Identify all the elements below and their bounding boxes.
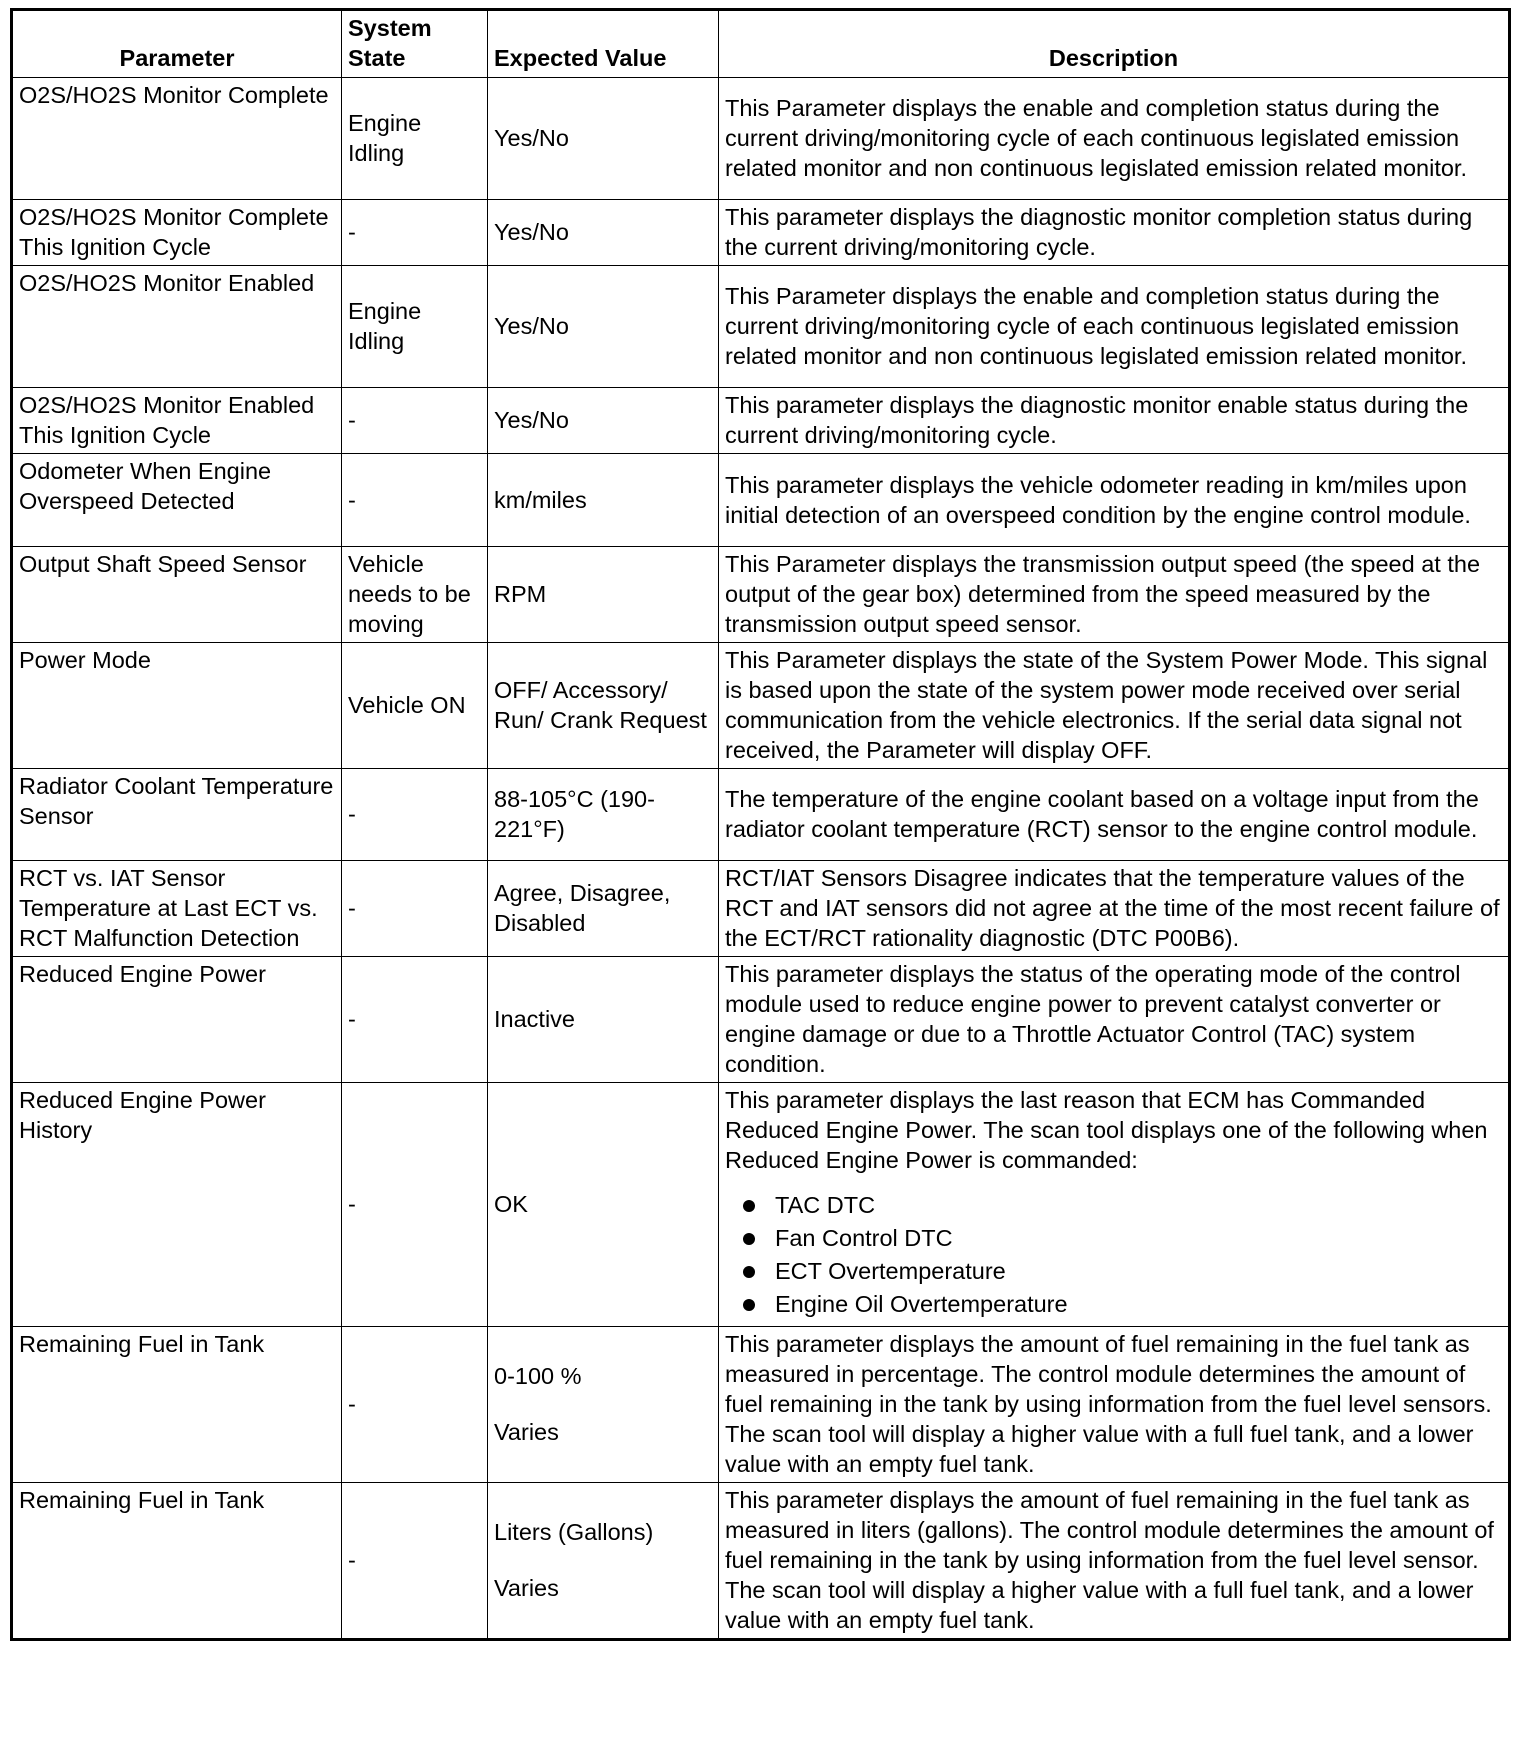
system-state-cell: - bbox=[342, 1483, 488, 1640]
expected-value-text: Yes/No bbox=[494, 219, 569, 245]
expected-value-text: Agree, Disagree, Disabled bbox=[494, 880, 671, 936]
expected-value-cell bbox=[488, 200, 719, 266]
header-row bbox=[12, 10, 1510, 78]
description-cell bbox=[719, 1483, 1510, 1640]
expected-value-text: Yes/No bbox=[494, 125, 569, 151]
header-description: Description bbox=[719, 10, 1510, 78]
expected-value-cell bbox=[488, 388, 719, 454]
bullet-dot-icon bbox=[743, 1299, 755, 1311]
description-cell bbox=[719, 769, 1510, 861]
description-cell bbox=[719, 1327, 1510, 1483]
description-text: This parameter displays the amount of fuel remaining in the fuel tank as measured in percentage. The control module determines the amount of fuel remaining in the tank by using information from the fuel level sensors. The scan tool will display a higher value with a full fuel tank, and a lower value with an empty fuel tank. bbox=[725, 1331, 1492, 1477]
bullet-text: ECT Overtemperature bbox=[775, 1258, 1006, 1284]
expected-value-text: 88-105°C (190-221°F) bbox=[494, 786, 655, 842]
description-cell bbox=[719, 1083, 1510, 1327]
expected-value-text: RPM bbox=[494, 581, 547, 607]
bullet-text: Fan Control DTC bbox=[775, 1225, 953, 1251]
description-text: This parameter displays the amount of fuel remaining in the fuel tank as measured in liters (gallons). The control module determines the amount of fuel remaining in the tank by using information from the fuel level sensor. The scan tool will display a higher value with a full fuel tank, and a lower value with an empty fuel tank. bbox=[725, 1487, 1494, 1633]
system-state-cell: Vehicle ON bbox=[342, 643, 488, 769]
bullet-dot-icon bbox=[743, 1200, 755, 1212]
expected-value-text: Varies bbox=[494, 1419, 559, 1445]
header-system-state: System State bbox=[342, 10, 488, 78]
table-row bbox=[12, 643, 1510, 769]
description-bullet-item bbox=[725, 1255, 1502, 1288]
description-cell bbox=[719, 388, 1510, 454]
description-bullet-item bbox=[725, 1288, 1502, 1321]
expected-value-text: 0-100 % bbox=[494, 1363, 582, 1389]
description-cell bbox=[719, 200, 1510, 266]
expected-value-text: OFF/ Accessory/ Run/ Crank Request bbox=[494, 677, 707, 733]
table-row bbox=[12, 1327, 1510, 1483]
header-expected-value: Expected Value bbox=[488, 10, 719, 78]
expected-value-text: Liters (Gallons) bbox=[494, 1519, 654, 1545]
bullet-text: TAC DTC bbox=[775, 1192, 876, 1218]
expected-value-cell bbox=[488, 861, 719, 957]
table-row bbox=[12, 1483, 1510, 1640]
parameter-cell: O2S/HO2S Monitor Enabled This Ignition Cycle bbox=[12, 388, 342, 454]
parameter-cell: Radiator Coolant Temperature Sensor bbox=[12, 769, 342, 861]
description-text: This Parameter displays the transmission output speed (the speed at the output of the gear box) determined from the speed measured by the transmission output speed sensor. bbox=[725, 551, 1481, 637]
table-row bbox=[12, 769, 1510, 861]
table-row bbox=[12, 78, 1510, 200]
expected-value-cell bbox=[488, 643, 719, 769]
table-body bbox=[12, 78, 1510, 1640]
expected-value-cell bbox=[488, 769, 719, 861]
description-bullet-item bbox=[725, 1189, 1502, 1222]
parameter-cell: O2S/HO2S Monitor Complete bbox=[12, 78, 342, 200]
expected-value-text: km/miles bbox=[494, 486, 587, 513]
parameter-cell: RCT vs. IAT Sensor Temperature at Last ECT vs. RCT Malfunction Detection bbox=[12, 861, 342, 957]
description-bullet-item bbox=[725, 1222, 1502, 1255]
parameter-cell: Power Mode bbox=[12, 643, 342, 769]
description-text: RCT/IAT Sensors Disagree indicates that the temperature values of the RCT and IAT sensors did not agree at the time of the most recent failure of the ECT/RCT rationality diagnostic (DTC P00B6). bbox=[725, 865, 1500, 951]
description-cell bbox=[719, 266, 1510, 388]
system-state-cell: - bbox=[342, 957, 488, 1083]
description-text: This parameter displays the status of the operating mode of the control module used to reduce engine power to prevent catalyst converter or engine damage or due to a Throttle Actuator Control (TAC) system condition. bbox=[725, 961, 1461, 1077]
table-row bbox=[12, 388, 1510, 454]
expected-value-spacer bbox=[494, 1547, 712, 1573]
table-row bbox=[12, 957, 1510, 1083]
parameter-cell: O2S/HO2S Monitor Complete This Ignition Cycle bbox=[12, 200, 342, 266]
parameter-cell: Reduced Engine Power bbox=[12, 957, 342, 1083]
expected-value-cell bbox=[488, 547, 719, 643]
parameter-table bbox=[10, 8, 1511, 1641]
expected-value-text: Varies bbox=[494, 1575, 559, 1601]
description-bullet-list bbox=[725, 1189, 1502, 1321]
expected-value-text: Yes/No bbox=[494, 313, 569, 339]
header-parameter: Parameter bbox=[12, 10, 342, 78]
system-state-cell: - bbox=[342, 861, 488, 957]
description-text: The temperature of the engine coolant based on a voltage input from the radiator coolant temperature (RCT) sensor to the engine control module. bbox=[725, 786, 1479, 842]
expected-value-cell bbox=[488, 1083, 719, 1327]
system-state-cell: Engine Idling bbox=[342, 78, 488, 200]
system-state-cell: - bbox=[342, 388, 488, 454]
expected-value-cell bbox=[488, 1327, 719, 1483]
description-cell bbox=[719, 454, 1510, 547]
expected-value-cell bbox=[488, 957, 719, 1083]
expected-value-cell bbox=[488, 1483, 719, 1640]
description-text: This parameter displays the vehicle odometer reading in km/miles upon initial detection of an overspeed condition by the engine control module. bbox=[725, 471, 1471, 528]
description-text: This Parameter displays the state of the System Power Mode. This signal is based upon the state of the system power mode received over serial communication from the vehicle electronics. If the serial data signal not received, the Parameter will display OFF. bbox=[725, 647, 1488, 763]
expected-value-cell bbox=[488, 266, 719, 388]
description-cell bbox=[719, 861, 1510, 957]
expected-value-spacer bbox=[494, 1391, 712, 1417]
bullet-dot-icon bbox=[743, 1266, 755, 1278]
system-state-cell: - bbox=[342, 454, 488, 547]
description-cell bbox=[719, 78, 1510, 200]
table-row bbox=[12, 454, 1510, 547]
expected-value-text: Yes/No bbox=[494, 407, 569, 433]
system-state-cell: Vehicle needs to be moving bbox=[342, 547, 488, 643]
expected-value-text: OK bbox=[494, 1191, 528, 1217]
parameter-cell: Output Shaft Speed Sensor bbox=[12, 547, 342, 643]
table-row bbox=[12, 861, 1510, 957]
description-text: This Parameter displays the enable and completion status during the current driving/monitoring cycle of each continuous legislated emission related monitor and non continuous legislated emission related monitor. bbox=[725, 95, 1467, 181]
parameter-cell: Remaining Fuel in Tank bbox=[12, 1327, 342, 1483]
description-text: This parameter displays the last reason that ECM has Commanded Reduced Engine Power. The scan tool displays one of the following when Reduced Engine Power is commanded: bbox=[725, 1087, 1488, 1173]
table-row bbox=[12, 200, 1510, 266]
system-state-cell: - bbox=[342, 769, 488, 861]
table-row bbox=[12, 266, 1510, 388]
expected-value-cell bbox=[488, 78, 719, 200]
expected-value-cell bbox=[488, 454, 719, 547]
parameter-cell: Reduced Engine Power History bbox=[12, 1083, 342, 1327]
parameter-cell: Odometer When Engine Overspeed Detected bbox=[12, 454, 342, 547]
bullet-dot-icon bbox=[743, 1233, 755, 1245]
parameter-cell: O2S/HO2S Monitor Enabled bbox=[12, 266, 342, 388]
system-state-cell: - bbox=[342, 1327, 488, 1483]
bullet-text: Engine Oil Overtemperature bbox=[775, 1291, 1068, 1317]
description-cell bbox=[719, 643, 1510, 769]
system-state-cell: Engine Idling bbox=[342, 266, 488, 388]
description-cell bbox=[719, 547, 1510, 643]
description-text: This Parameter displays the enable and completion status during the current driving/monitoring cycle of each continuous legislated emission related monitor and non continuous legislated emission related monitor. bbox=[725, 283, 1467, 369]
description-text: This parameter displays the diagnostic monitor completion status during the current driving/monitoring cycle. bbox=[725, 204, 1473, 260]
parameter-cell: Remaining Fuel in Tank bbox=[12, 1483, 342, 1640]
description-text: This parameter displays the diagnostic monitor enable status during the current driving/monitoring cycle. bbox=[725, 392, 1469, 448]
table-row bbox=[12, 547, 1510, 643]
expected-value-text: Inactive bbox=[494, 1006, 575, 1032]
table-row bbox=[12, 1083, 1510, 1327]
description-cell bbox=[719, 957, 1510, 1083]
system-state-cell: - bbox=[342, 1083, 488, 1327]
system-state-cell: - bbox=[342, 200, 488, 266]
